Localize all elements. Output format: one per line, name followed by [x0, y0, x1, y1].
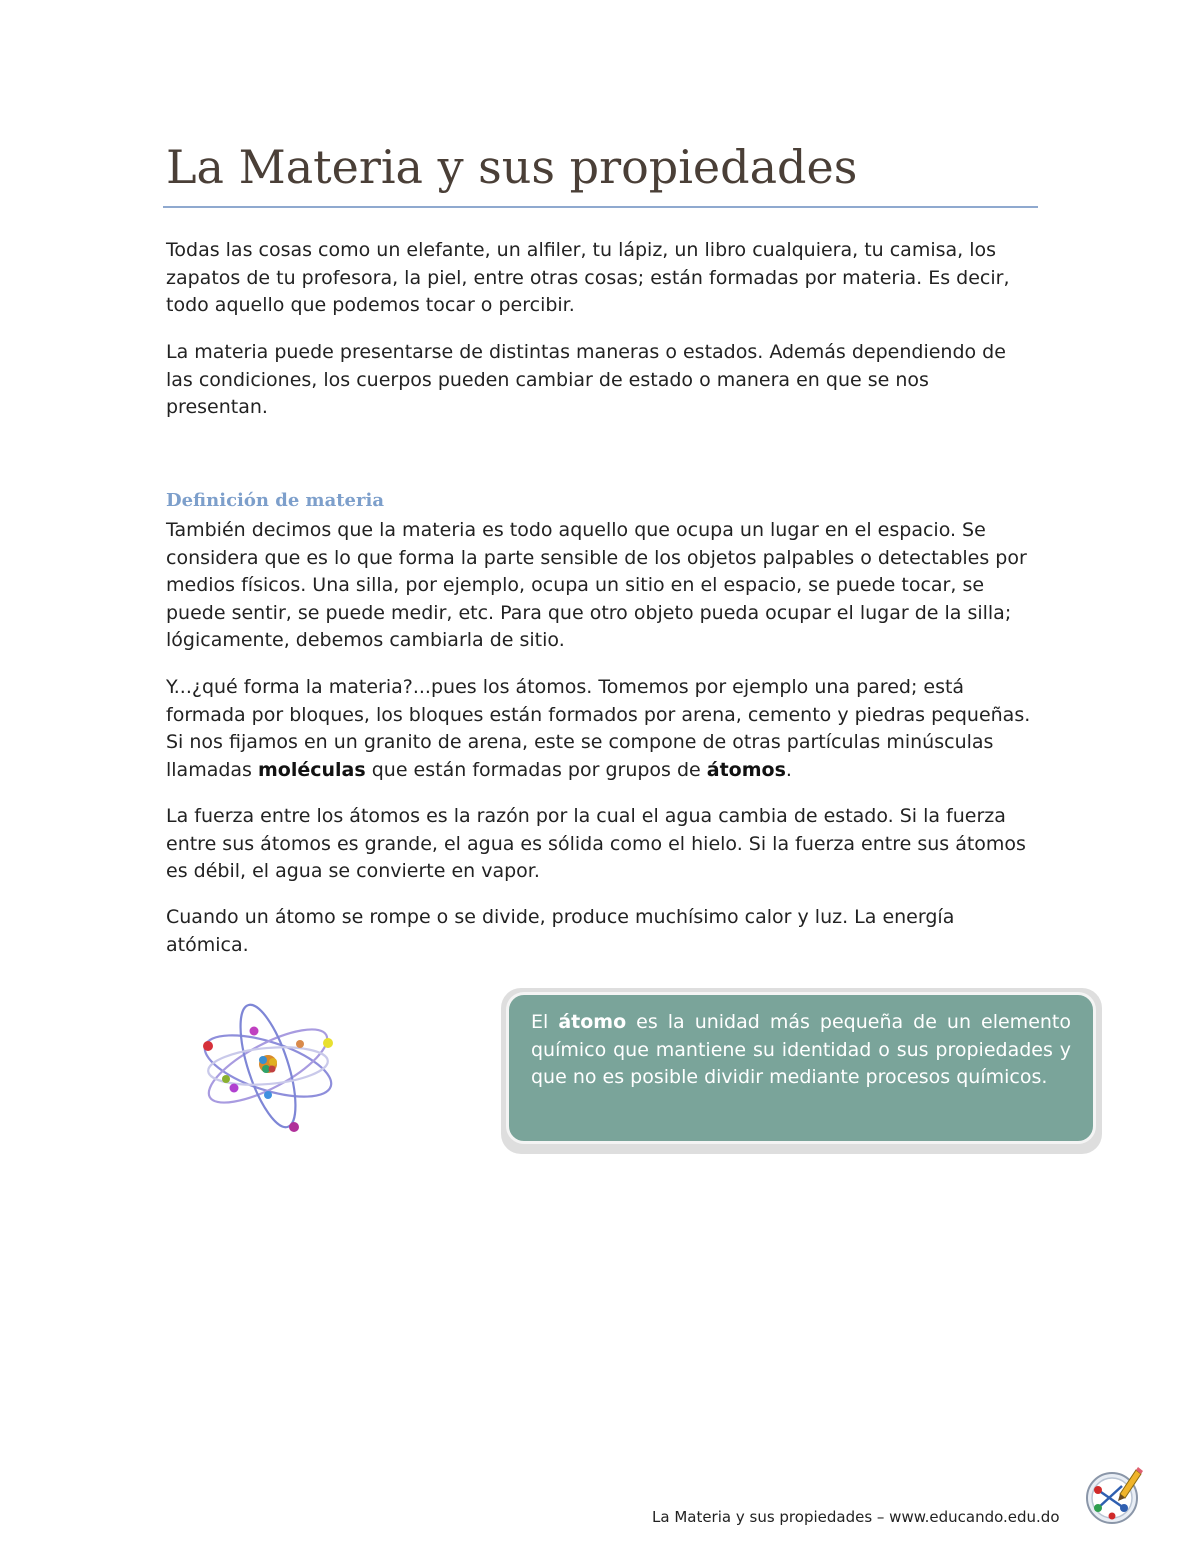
- text-run: que están formadas por grupos de: [365, 758, 707, 781]
- definition-callout-box: [506, 992, 1096, 1144]
- bold-term-atomo: átomo: [558, 1011, 627, 1033]
- text-run: Y...¿qué forma la materia?...pues los átomos. Tomemos por ejemplo una pared; está formada por bloques, los bloques están formados por arena, cemento y piedras pequeñas. Si nos fijamos en un granito de arena, este se compone de otras partículas minúsculas llamadas: [166, 676, 1031, 781]
- definition-paragraph-2: [166, 674, 1036, 784]
- title-underline: [163, 206, 1038, 208]
- intro-paragraph-2: La materia puede presentarse de distintas maneras o estados. Además dependiendo de las condiciones, los cuerpos pueden cambiar de estado o manera en que se nos presentan.: [166, 341, 1006, 418]
- page-footer: La Materia y sus propiedades – www.educando.edu.do: [652, 1508, 1060, 1526]
- intro-paragraph-1: Todas las cosas como un elefante, un alfiler, tu lápiz, un libro cualquiera, tu camisa, los zapatos de tu profesora, la piel, entre otras cosas; están formadas por materia. Es decir, todo aquello que podemos tocar o percibir.: [166, 239, 1010, 316]
- educando-logo: [1084, 1464, 1144, 1526]
- section-heading-definition: Definición de materia: [166, 490, 384, 511]
- bold-term-moleculas: moléculas: [258, 758, 366, 781]
- definition-paragraph-4: Cuando un átomo se rompe o se divide, produce muchísimo calor y luz. La energía atómica.: [166, 906, 955, 956]
- text-run: El: [531, 1011, 559, 1033]
- callout-text: [531, 1009, 1071, 1092]
- atom-icon: [196, 998, 344, 1138]
- text-run: es la unidad más pequeña de un elemento químico que mantiene su identidad o sus propiedades y que no es posible dividir mediante procesos químicos.: [531, 1011, 1071, 1088]
- bold-term-atomos: átomos: [706, 758, 786, 781]
- page-title: La Materia y sus propiedades: [166, 140, 858, 194]
- text-run: .: [785, 758, 792, 781]
- definition-paragraph-1: También decimos que la materia es todo aquello que ocupa un lugar en el espacio. Se considera que es lo que forma la parte sensible de los objetos palpables o detectables por medios físicos. Una silla, por ejemplo, ocupa un sitio en el espacio, se puede tocar, se puede sentir, se puede medir, etc. Para que otro objeto pueda ocupar el lugar de la silla; lógicamente, debemos cambiarla de sitio.: [166, 519, 1027, 651]
- definition-paragraph-3: La fuerza entre los átomos es la razón por la cual el agua cambia de estado. Si la fuerza entre sus átomos es grande, el agua es sólida como el hielo. Si la fuerza entre sus átomos es débil, el agua se convierte en vapor.: [166, 805, 1026, 882]
